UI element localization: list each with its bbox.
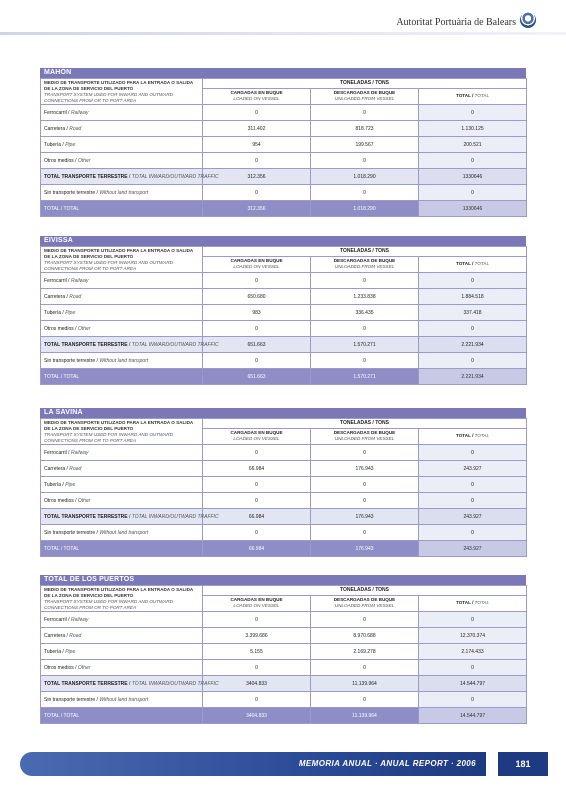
traffic-table [40,246,527,385]
loaded-cell: 3.399.686 [203,628,311,644]
unloaded-cell: 2.169.278 [311,644,419,660]
table-row [41,445,527,461]
unloaded-cell: 0 [311,273,419,289]
section-title: EIVISSA [40,236,526,246]
traffic-table [40,585,527,724]
grand-total-row [41,369,527,385]
unloaded-header: DESCARGADAS DE BUQUE UNLOADED FROM VESSEL [311,256,419,272]
total-cell: 0 [419,525,527,541]
loaded-cell: 651.663 [203,337,311,353]
total-cell: 0 [419,153,527,169]
loaded-cell: 66.984 [203,509,311,525]
loaded-cell: 0 [203,660,311,676]
total-cell: 0 [419,105,527,121]
land-transport-total-row [41,337,527,353]
row-label: TOTAL TRANSPORTE TERRESTRE / TOTAL INWARD/OUTWARD TRAFFIC [41,169,203,185]
total-cell: 12.370.374 [419,628,527,644]
unloaded-header: DESCARGADAS DE BUQUE UNLOADED FROM VESSEL [311,595,419,611]
transport-system-header: MEDIO DE TRANSPORTE UTILIZADO PARA LA ENTRADA O SALIDA DE LA ZONA DE SERVICIO DEL PUERTO TRANSPORT SYSTEM USED FOR INWARD AND OUTWARD CONNECTIONS FROM OR TO PORT AREA [41,586,203,612]
port-section [40,408,526,557]
total-cell: 2.221.934 [419,369,527,385]
total-cell: 0 [419,273,527,289]
row-label: Otros medios / Other [41,660,203,676]
unloaded-cell: 1.233.838 [311,289,419,305]
row-label: TOTAL TRANSPORTE TERRESTRE / TOTAL INWARD/OUTWARD TRAFFIC [41,337,203,353]
loaded-cell: 312.356 [203,169,311,185]
loaded-cell: 0 [203,185,311,201]
loaded-cell: 0 [203,153,311,169]
row-label: Sin transporte terrestre / Without land transport [41,185,203,201]
total-label: TOTAL / TOTAL [41,708,203,724]
table-row [41,493,527,509]
loaded-cell: 3404.833 [203,676,311,692]
loaded-cell: 651.663 [203,369,311,385]
total-cell: 0 [419,353,527,369]
row-label: TOTAL TRANSPORTE TERRESTRE / TOTAL INWARD/OUTWARD TRAFFIC [41,676,203,692]
port-section [40,68,526,217]
total-cell: 243.927 [419,461,527,477]
header-title: Autoritat Portuària de Balears [396,17,516,28]
footer-bar [20,752,486,776]
loaded-cell: 66.984 [203,461,311,477]
table-row [41,273,527,289]
table-row [41,660,527,676]
total-cell: 0 [419,477,527,493]
port-authority-logo-icon [520,12,536,28]
table-row [41,305,527,321]
total-cell: 0 [419,185,527,201]
unloaded-cell: 818.723 [311,121,419,137]
land-transport-total-row [41,676,527,692]
total-cell: 0 [419,493,527,509]
total-cell: 1.130.125 [419,121,527,137]
unloaded-cell: 11.139.964 [311,676,419,692]
total-cell: 2.221.934 [419,337,527,353]
table-row [41,628,527,644]
unloaded-cell: 0 [311,321,419,337]
land-transport-total-row [41,169,527,185]
unloaded-cell: 0 [311,353,419,369]
total-cell: 0 [419,660,527,676]
table-row [41,289,527,305]
loaded-cell: 983 [203,305,311,321]
transport-system-header: MEDIO DE TRANSPORTE UTILIZADO PARA LA ENTRADA O SALIDA DE LA ZONA DE SERVICIO DEL PUERTO TRANSPORT SYSTEM USED FOR INWARD AND OUTWARD CONNECTIONS FROM OR TO PORT AREA [41,247,203,273]
total-cell: 243.927 [419,509,527,525]
loaded-cell: 0 [203,525,311,541]
unloaded-cell: 336.435 [311,305,419,321]
row-label: Otros medios / Other [41,321,203,337]
total-label: TOTAL / TOTAL [41,201,203,217]
unloaded-cell: 1.570.271 [311,337,419,353]
row-label: Otros medios / Other [41,493,203,509]
traffic-table [40,418,527,557]
page-number: 181 [496,752,548,776]
loaded-cell: 0 [203,321,311,337]
table-row [41,461,527,477]
row-label: TOTAL TRANSPORTE TERRESTRE / TOTAL INWARD/OUTWARD TRAFFIC [41,509,203,525]
row-label: Tubería / Pipe [41,137,203,153]
row-label: Otros medios / Other [41,153,203,169]
loaded-cell: 0 [203,445,311,461]
table-header-row [41,419,527,429]
tonnes-header: TONELADAS / TONS [203,79,527,89]
unloaded-cell: 0 [311,525,419,541]
loaded-cell: 0 [203,612,311,628]
total-cell: 14.544.797 [419,708,527,724]
row-label: Ferrocarril / Railway [41,105,203,121]
loaded-cell: 312.356 [203,201,311,217]
unloaded-cell: 0 [311,660,419,676]
unloaded-cell: 0 [311,692,419,708]
footer-text: MEMORIA ANUAL · ANUAL REPORT · 2006 [298,759,476,768]
unloaded-cell: 0 [311,185,419,201]
loaded-cell: 3404.833 [203,708,311,724]
unloaded-cell: 1.018.290 [311,169,419,185]
table-header-row [41,586,527,596]
total-cell: 0 [419,321,527,337]
total-label: TOTAL / TOTAL [41,541,203,557]
loaded-header: CARGADAS EN BUQUE LOADED ON VESSEL [203,256,311,272]
row-label: Sin transporte terrestre / Without land transport [41,353,203,369]
loaded-cell: 0 [203,692,311,708]
total-cell: 0 [419,445,527,461]
row-label: Carretera / Road [41,628,203,644]
unloaded-cell: 199.567 [311,137,419,153]
loaded-header: CARGADAS EN BUQUE LOADED ON VESSEL [203,595,311,611]
total-header: TOTAL / TOTAL [419,256,527,272]
loaded-header: CARGADAS EN BUQUE LOADED ON VESSEL [203,88,311,104]
row-label: Ferrocarril / Railway [41,612,203,628]
without-land-transport-row [41,525,527,541]
without-land-transport-row [41,185,527,201]
section-title: MAHÓN [40,68,526,78]
total-cell: 0 [419,612,527,628]
row-label: Tubería / Pipe [41,305,203,321]
total-cell: 1330646 [419,201,527,217]
transport-system-header: MEDIO DE TRANSPORTE UTILIZADO PARA LA ENTRADA O SALIDA DE LA ZONA DE SERVICIO DEL PUERTO TRANSPORT SYSTEM USED FOR INWARD AND OUTWARD CONNECTIONS FROM OR TO PORT AREA [41,419,203,445]
grand-total-row [41,708,527,724]
loaded-cell: 0 [203,353,311,369]
unloaded-cell: 0 [311,477,419,493]
grand-total-row [41,541,527,557]
header-rule [0,32,566,35]
row-label: Carretera / Road [41,289,203,305]
loaded-cell: 650.680 [203,289,311,305]
unloaded-header: DESCARGADAS DE BUQUE UNLOADED FROM VESSEL [311,428,419,444]
total-header: TOTAL / TOTAL [419,88,527,104]
total-cell: 200.521 [419,137,527,153]
total-cell: 1.884.518 [419,289,527,305]
tonnes-header: TONELADAS / TONS [203,586,527,596]
port-section [40,236,526,385]
total-header: TOTAL / TOTAL [419,595,527,611]
row-label: Tubería / Pipe [41,644,203,660]
unloaded-cell: 11.139.964 [311,708,419,724]
grand-total-row [41,201,527,217]
row-label: Carretera / Road [41,461,203,477]
unloaded-cell: 1.570.271 [311,369,419,385]
transport-system-header: MEDIO DE TRANSPORTE UTILIZADO PARA LA ENTRADA O SALIDA DE LA ZONA DE SERVICIO DEL PUERTO TRANSPORT SYSTEM USED FOR INWARD AND OUTWARD CONNECTIONS FROM OR TO PORT AREA [41,79,203,105]
table-row [41,137,527,153]
row-label: Sin transporte terrestre / Without land transport [41,525,203,541]
table-header-row [41,79,527,89]
unloaded-cell: 176.943 [311,541,419,557]
unloaded-cell: 8.970.688 [311,628,419,644]
port-section [40,575,526,724]
total-cell: 243.927 [419,541,527,557]
unloaded-cell: 0 [311,445,419,461]
total-cell: 337.418 [419,305,527,321]
loaded-cell: 0 [203,477,311,493]
loaded-cell: 66.984 [203,541,311,557]
loaded-cell: 0 [203,493,311,509]
total-cell: 0 [419,692,527,708]
total-label: TOTAL / TOTAL [41,369,203,385]
loaded-header: CARGADAS EN BUQUE LOADED ON VESSEL [203,428,311,444]
unloaded-cell: 176.943 [311,461,419,477]
table-row [41,321,527,337]
land-transport-total-row [41,509,527,525]
loaded-cell: 5.155 [203,644,311,660]
row-label: Sin transporte terrestre / Without land transport [41,692,203,708]
loaded-cell: 0 [203,273,311,289]
without-land-transport-row [41,692,527,708]
total-cell: 14.544.797 [419,676,527,692]
section-title: TOTAL DE LOS PUERTOS [40,575,526,585]
unloaded-cell: 0 [311,493,419,509]
traffic-table [40,78,527,217]
table-row [41,477,527,493]
unloaded-cell: 0 [311,612,419,628]
unloaded-cell: 0 [311,105,419,121]
tonnes-header: TONELADAS / TONS [203,247,527,257]
unloaded-cell: 176.943 [311,509,419,525]
section-title: LA SAVINA [40,408,526,418]
loaded-cell: 954 [203,137,311,153]
table-row [41,105,527,121]
loaded-cell: 311.402 [203,121,311,137]
table-row [41,612,527,628]
row-label: Tubería / Pipe [41,477,203,493]
table-header-row [41,247,527,257]
row-label: Ferrocarril / Railway [41,445,203,461]
unloaded-cell: 1.018.290 [311,201,419,217]
unloaded-header: DESCARGADAS DE BUQUE UNLOADED FROM VESSEL [311,88,419,104]
total-cell: 2.174.433 [419,644,527,660]
table-row [41,644,527,660]
row-label: Carretera / Road [41,121,203,137]
tonnes-header: TONELADAS / TONS [203,419,527,429]
table-row [41,153,527,169]
without-land-transport-row [41,353,527,369]
row-label: Ferrocarril / Railway [41,273,203,289]
table-row [41,121,527,137]
unloaded-cell: 0 [311,153,419,169]
loaded-cell: 0 [203,105,311,121]
total-header: TOTAL / TOTAL [419,428,527,444]
total-cell: 1330646 [419,169,527,185]
